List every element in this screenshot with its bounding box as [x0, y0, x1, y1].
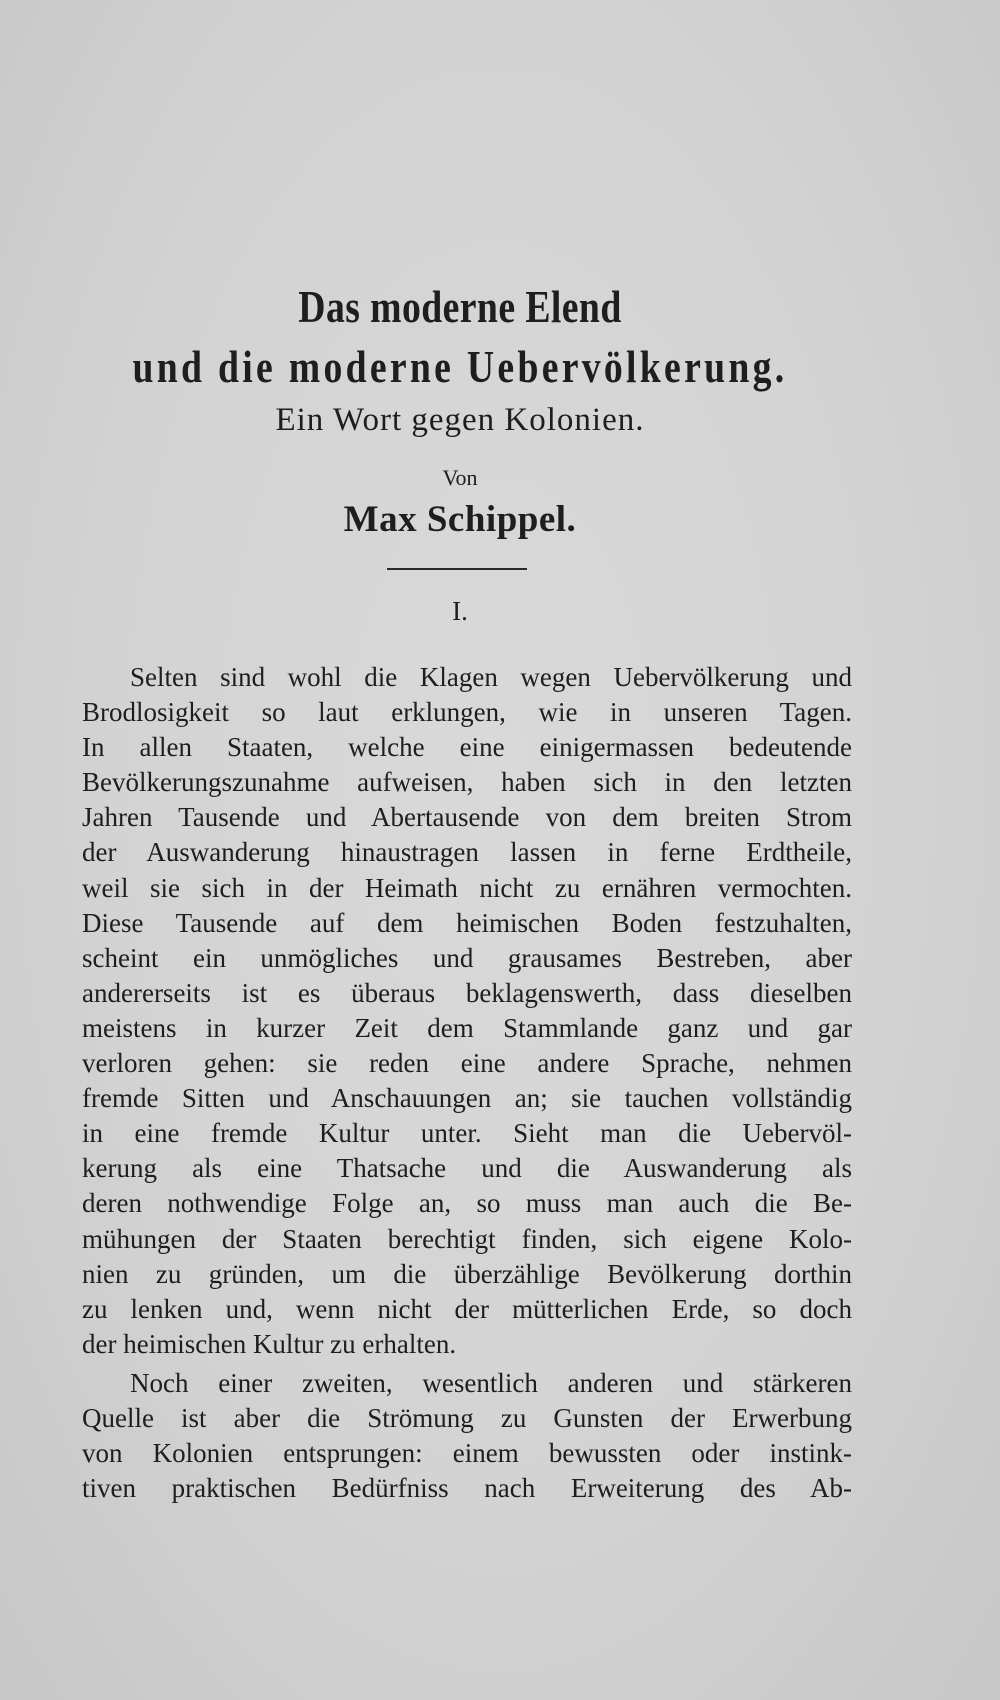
text-line: verloren gehen: sie reden eine andere Sprache, nehmen	[82, 1048, 852, 1079]
body-text	[82, 660, 852, 1506]
text-line: in eine fremde Kultur unter. Sieht man die Uebervöl-	[82, 1118, 852, 1149]
text-line: mühungen der Staaten berechtigt finden, sich eigene Kolo-	[82, 1223, 852, 1254]
section-number: I.	[452, 596, 468, 626]
text-line: deren nothwendige Folge an, so muss man auch die Be-	[82, 1188, 852, 1219]
text-line: kerung als eine Thatsache und die Auswanderung als	[82, 1153, 852, 1184]
byline-prefix: Von	[442, 465, 478, 490]
title-line-2: und die moderne Uebervölkerung.	[132, 341, 788, 392]
text-line: tiven praktischen Bedürfniss nach Erweiterung des Ab-	[82, 1473, 852, 1504]
text-line: Diese Tausende auf dem heimischen Boden festzuhalten,	[82, 907, 852, 938]
text-line: Noch einer zweiten, wesentlich anderen und stärkeren	[130, 1367, 852, 1398]
section-divider	[387, 568, 527, 570]
author-name: Max Schippel.	[343, 499, 577, 540]
text-line: andererseits ist es überaus beklagenswerth, dass dieselben	[82, 977, 852, 1008]
text-line: meistens in kurzer Zeit dem Stammlande ganz und gar	[82, 1012, 852, 1043]
text-line: Selten sind wohl die Klagen wegen Uebervölkerung und	[130, 662, 852, 692]
text-line: Jahren Tausende und Abertausende von dem breiten Strom	[82, 802, 852, 833]
text-line: scheint ein unmögliches und grausames Bestreben, aber	[82, 942, 852, 973]
text-line: zu lenken und, wenn nicht der mütterlichen Erde, so doch	[82, 1293, 852, 1324]
text-line: Bevölkerungszunahme aufweisen, haben sich in den letzten	[82, 767, 852, 798]
text-line: nien zu gründen, um die überzählige Bevölkerung dorthin	[82, 1258, 852, 1289]
text-line: weil sie sich in der Heimath nicht zu ernähren vermochten.	[82, 872, 852, 903]
subtitle: Ein Wort gegen Kolonien.	[275, 402, 645, 438]
text-line: In allen Staaten, welche eine einigermassen bedeutende	[82, 732, 852, 763]
text-line: fremde Sitten und Anschauungen an; sie tauchen vollständig	[82, 1083, 852, 1114]
text-line: der Auswanderung hinaustragen lassen in ferne Erdtheile,	[82, 837, 852, 868]
text-line: von Kolonien entsprungen: einem bewussten oder instink-	[82, 1438, 852, 1469]
text-line: Brodlosigkeit so laut erklungen, wie in unseren Tagen.	[82, 697, 852, 728]
title-line-1: Das moderne Elend	[298, 281, 622, 332]
text-line: Quelle ist aber die Strömung zu Gunsten der Erwerbung	[82, 1402, 852, 1433]
text-line: der heimischen Kultur zu erhalten.	[82, 1328, 457, 1359]
